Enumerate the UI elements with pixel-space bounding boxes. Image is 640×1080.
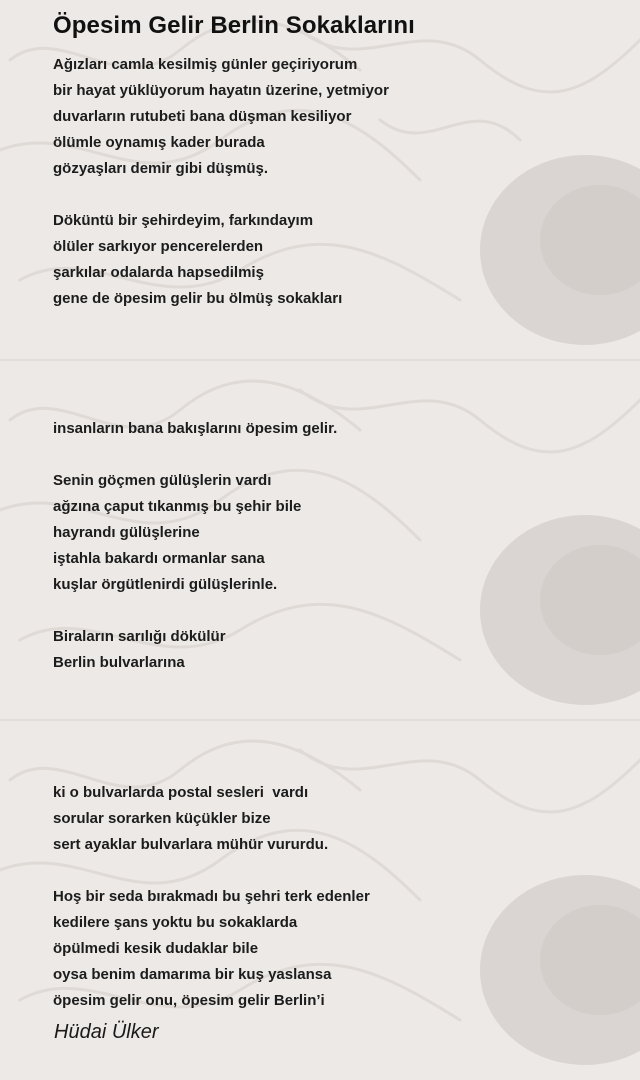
poem-line: Senin göçmen gülüşlerin vardı bbox=[53, 472, 272, 489]
poem-line: Ağızları camla kesilmiş günler geçiriyorum bbox=[53, 56, 358, 73]
poem-line bbox=[53, 442, 389, 468]
poem-line bbox=[53, 702, 389, 728]
poem-line: iştahla bakardı ormanlar sana bbox=[53, 550, 265, 567]
poem-line: ölümle oynamış kader burada bbox=[53, 134, 265, 151]
poem-line: oysa benim damarıma bir kuş yaslansa bbox=[53, 966, 332, 983]
poem-line: duvarların rutubeti bana düşman kesiliyor bbox=[53, 108, 352, 125]
poem-line: kuşlar örgütlenirdi gülüşlerinle. bbox=[53, 576, 278, 593]
poem-line: Hoş bir seda bırakmadı bu şehri terk edenler bbox=[53, 888, 370, 905]
poem-line bbox=[53, 676, 389, 702]
poem-line: sert ayaklar bulvarlara mühür vururdu. bbox=[53, 836, 329, 853]
poem-line bbox=[53, 364, 389, 390]
poem-line bbox=[53, 858, 389, 884]
poem-title: Öpesim Gelir Berlin Sokaklarını bbox=[53, 12, 415, 39]
poem-line: bir hayat yüklüyorum hayatın üzerine, yetmiyor bbox=[53, 82, 389, 99]
poem-line: ağzına çaput tıkanmış bu şehir bile bbox=[53, 498, 302, 515]
poem-line: sorular sorarken küçükler bize bbox=[53, 810, 271, 827]
poem-line: ölüler sarkıyor pencerelerden bbox=[53, 238, 264, 255]
poem-line: Döküntü bir şehirdeyim, farkındayım bbox=[53, 212, 314, 229]
poem-line: Berlin bulvarlarına bbox=[53, 654, 185, 671]
poem-line bbox=[53, 390, 389, 416]
poem-line: insanların bana bakışlarını öpesim gelir. bbox=[53, 420, 338, 437]
poem-line bbox=[53, 338, 389, 364]
poem-line: şarkılar odalarda hapsedilmiş bbox=[53, 264, 264, 281]
poem-line: öpesim gelir onu, öpesim gelir Berlin’i bbox=[53, 992, 325, 1009]
poem-line bbox=[53, 182, 389, 208]
poem-line bbox=[53, 728, 389, 754]
poem-line bbox=[53, 754, 389, 780]
poem-line: ki o bulvarlarda postal sesleri vardı bbox=[53, 784, 309, 801]
poem-line: gözyaşları demir gibi düşmüş. bbox=[53, 160, 269, 177]
poem-line: gene de öpesim gelir bu ölmüş sokakları bbox=[53, 290, 343, 307]
poem-line bbox=[53, 312, 389, 338]
poem-line: öpülmedi kesik dudaklar bile bbox=[53, 940, 259, 957]
poem-line: hayrandı gülüşlerine bbox=[53, 524, 200, 541]
poem-line: kedilere şans yoktu bu sokaklarda bbox=[53, 914, 298, 931]
poem-line: Biraların sarılığı dökülür bbox=[53, 628, 226, 645]
poem-body bbox=[53, 52, 389, 1014]
poem-author: Hüdai Ülker bbox=[54, 1021, 159, 1043]
poem-line bbox=[53, 598, 389, 624]
